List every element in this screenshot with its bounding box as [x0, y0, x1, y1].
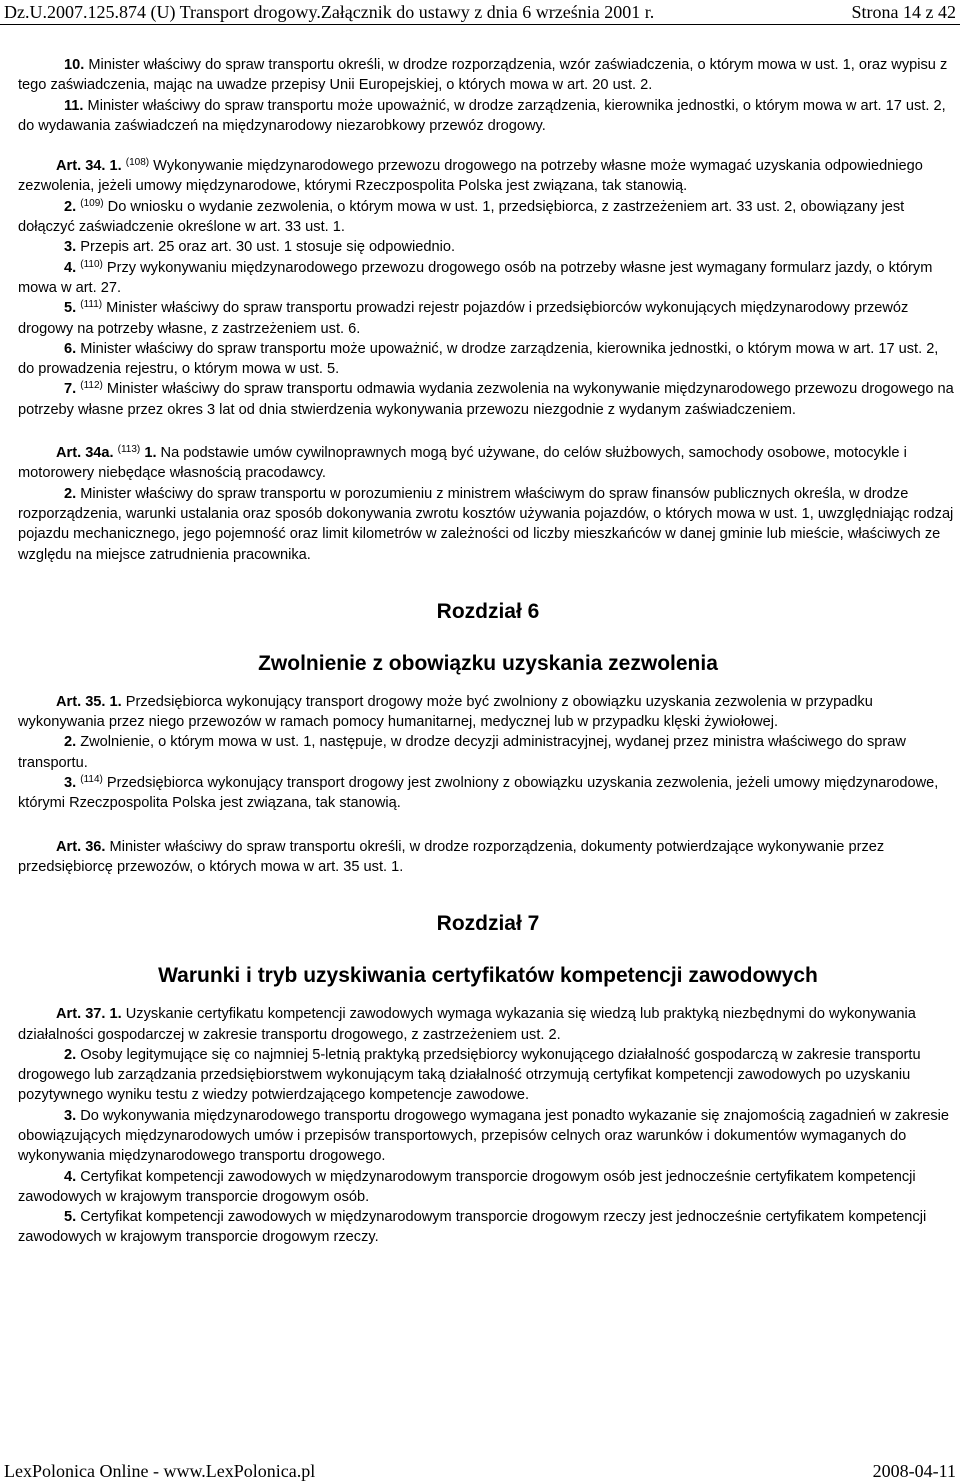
- page-header: [0, 0, 960, 25]
- page-footer: [0, 1459, 960, 1483]
- chapter-7-subtitle: Warunki i tryb uzyskiwania certyfikatów kompetencji zawodowych: [158, 964, 818, 988]
- article-34-paragraph-2: 2. $^{(109)}$ Do wniosku o wydanie zezwolenia, o którym mowa w ust. 1, przedsiębiorca, z zastrzeżeniem art. 33 ust. 2, obowiązany jest dołączyć zaświadczenie określone w art. 33 ust. 1.: [18, 197, 905, 236]
- chapter-7-title: Rozdział 7: [436, 912, 540, 936]
- article-34a-paragraph-2: 2. Minister właściwy do spraw transportu w porozumieniu z ministrem właściwym do spraw finansów publicznych określa, w drodze rozporządzenia, warunki ustalania oraz sposób dokonywania zwrotu kosztów używania pojazdów, o których mowa w ust. 1, uwzględniając rodzaj pojazdu mechanicznego, jego pojemność oraz limit kilometrów w zależności od liczby mieszkańców w danej gminie lub mieście, właściwych ze względu na miejsce zatrudnienia pracownika.: [18, 485, 954, 563]
- spacer: [18, 814, 958, 837]
- article-37-paragraph-4: 4. Certyfikat kompetencji zawodowych w międzynarodowym transporcie drogowym osób jest jednocześnie certyfikatem kompetencji zawodowych w krajowym transporcie drogowym osób.: [18, 1168, 916, 1205]
- article-34-paragraph-5: 5. $^{(111)}$ Minister właściwy do spraw transportu prowadzi rejestr pojazdów i przedsiębiorców wykonujących międzynarodowy przewóz drogowy na potrzeby własne, z zastrzeżeniem ust. 6.: [18, 299, 909, 337]
- article-34a-paragraph-1: Art. 34a. $^{(113)}$ 1. Na podstawie umów cywilnoprawnych mogą być używane, do celów służbowych, samochody osobowe, motocykle i motorowery niebędące własnością pracodawcy.: [18, 444, 907, 482]
- spacer: [18, 565, 958, 599]
- paragraph-10: 10. Minister właściwy do spraw transportu określi, w drodze rozporządzenia, wzór zaświadczenia, o którym mowa w ust. 1, oraz wypisu z tego zaświadczenia, mając na uwadze przepisy Unii Europejskiej, o których mowa w art. 20 ust. 2.: [18, 57, 948, 94]
- header-page-number: Strona 14 z 42: [851, 2, 956, 22]
- spacer: [18, 420, 958, 443]
- article-37-paragraph-2: 2. Osoby legitymujące się co najmniej 5-letnią praktyką przedsiębiorcy wykonującego działalność gospodarczą w zakresie transportu drogowego lub zarządzania przedsiębiorstwem wykonującym taką działalność otrzymują certyfikat kompetencji zawodowych po uzyskaniu pozytywnego wyniku testu z wiedzy potwierdzającego kompetencje zawodowe.: [18, 1046, 921, 1104]
- paragraph-11: 11. Minister właściwy do spraw transportu może upoważnić, w drodze zarządzenia, kierownika jednostki, o którym mowa w art. 17 ust. 2, do wydawania zaświadczeń na międzynarodowy niezarobkowy przewóz drogowy.: [18, 97, 946, 134]
- spacer: [18, 989, 958, 1004]
- article-37-paragraph-5: 5. Certyfikat kompetencji zawodowych w międzynarodowym transporcie drogowym rzeczy jest jednocześnie certyfikatem kompetencji zawodowych w krajowym transporcie drogowym rzeczy.: [18, 1209, 927, 1246]
- article-34-paragraph-6: 6. Minister właściwy do spraw transportu może upoważnić, w drodze zarządzenia, kierownika jednostki, o którym mowa w art. 17 ust. 2, do prowadzenia rejestru, o którym mowa w ust. 5.: [18, 340, 939, 378]
- article-34-paragraph-3: 3. Przepis art. 25 oraz art. 30 ust. 1 stosuje się odpowiednio.: [64, 239, 456, 256]
- article-34-paragraph-7: 7. $^{(112)}$ Minister właściwy do spraw transportu odmawia wydania zezwolenia na wykonywanie międzynarodowego przewozu drogowego na potrzeby własne przez okres 3 lat od dnia stwierdzenia wykonywania przewozu niezgodnie z wydanym zaświadczeniem.: [18, 380, 954, 418]
- spacer: [18, 625, 958, 651]
- spacer: [18, 136, 958, 156]
- article-36: Art. 36. Minister właściwy do spraw transportu określi, w drodze rozporządzenia, dokumenty potwierdzające wykonywanie przez przedsiębiorcę przewozów, o których mowa w art. 35 ust. 1.: [18, 838, 885, 875]
- document-body: [18, 55, 958, 1248]
- article-34-paragraph-1: Art. 34. 1. $^{(108)}$ Wykonywanie międzynarodowego przewozu drogowego na potrzeby własne może wymagać uzyskania odpowiedniego zezwolenia, jeżeli umowy międzynarodowe, którymi Rzeczpospolita Polska jest związana, tak stanowią.: [18, 157, 923, 195]
- footer-source: LexPolonica Online - www.LexPolonica.pl: [4, 1461, 316, 1481]
- chapter-6-title: Rozdział 6: [436, 599, 540, 623]
- spacer: [18, 677, 958, 692]
- header-citation: Dz.U.2007.125.874 (U) Transport drogowy.Załącznik do ustawy z dnia 6 września 2001 r.: [4, 2, 655, 22]
- article-35-paragraph-2: 2. Zwolnienie, o którym mowa w ust. 1, następuje, w drodze decyzji administracyjnej, wydanej przez ministra właściwego do spraw transportu.: [18, 734, 906, 771]
- footer-date: 2008-04-11: [872, 1461, 956, 1481]
- article-37-paragraph-3: 3. Do wykonywania międzynarodowego transportu drogowego wymagana jest ponadto wykazanie się znajomością zagadnień w zakresie obowiązujących międzynarodowych umów i przepisów transportowych, przepisów celnych oraz warunków i dokumentów wymaganych do wykonywania międzynarodowego transportu drogowego.: [18, 1107, 950, 1165]
- spacer: [18, 877, 958, 911]
- article-35-paragraph-1: Art. 35. 1. Przedsiębiorca wykonujący transport drogowy może być zwolniony z obowiązku uzyskania zezwolenia w przypadku wykonywania przez niego przewozów w ramach pomocy humanitarnej, medycznej lub w przypadku klęski żywiołowej.: [18, 693, 873, 731]
- spacer: [18, 937, 958, 963]
- chapter-6-subtitle: Zwolnienie z obowiązku uzyskania zezwolenia: [258, 651, 718, 675]
- article-34-paragraph-4: 4. $^{(110)}$ Przy wykonywaniu międzynarodowego przewozu drogowego osób na potrzeby własne jest wymagany formularz jazdy, o którym mowa w art. 27.: [18, 258, 933, 296]
- article-37-paragraph-1: Art. 37. 1. Uzyskanie certyfikatu kompetencji zawodowych wymaga wykazania się wiedzą lub praktyką niezbędnymi do wykonywania działalności gospodarczej w zakresie transportu drogowego, z zastrzeżeniem ust. 2.: [18, 1006, 916, 1043]
- article-35-paragraph-3: 3. $^{(114)}$ Przedsiębiorca wykonujący transport drogowy jest zwolniony z obowiązku uzyskania zezwolenia, jeżeli umowy międzynarodowe, którymi Rzeczpospolita Polska jest związana, tak stanowią.: [18, 774, 939, 812]
